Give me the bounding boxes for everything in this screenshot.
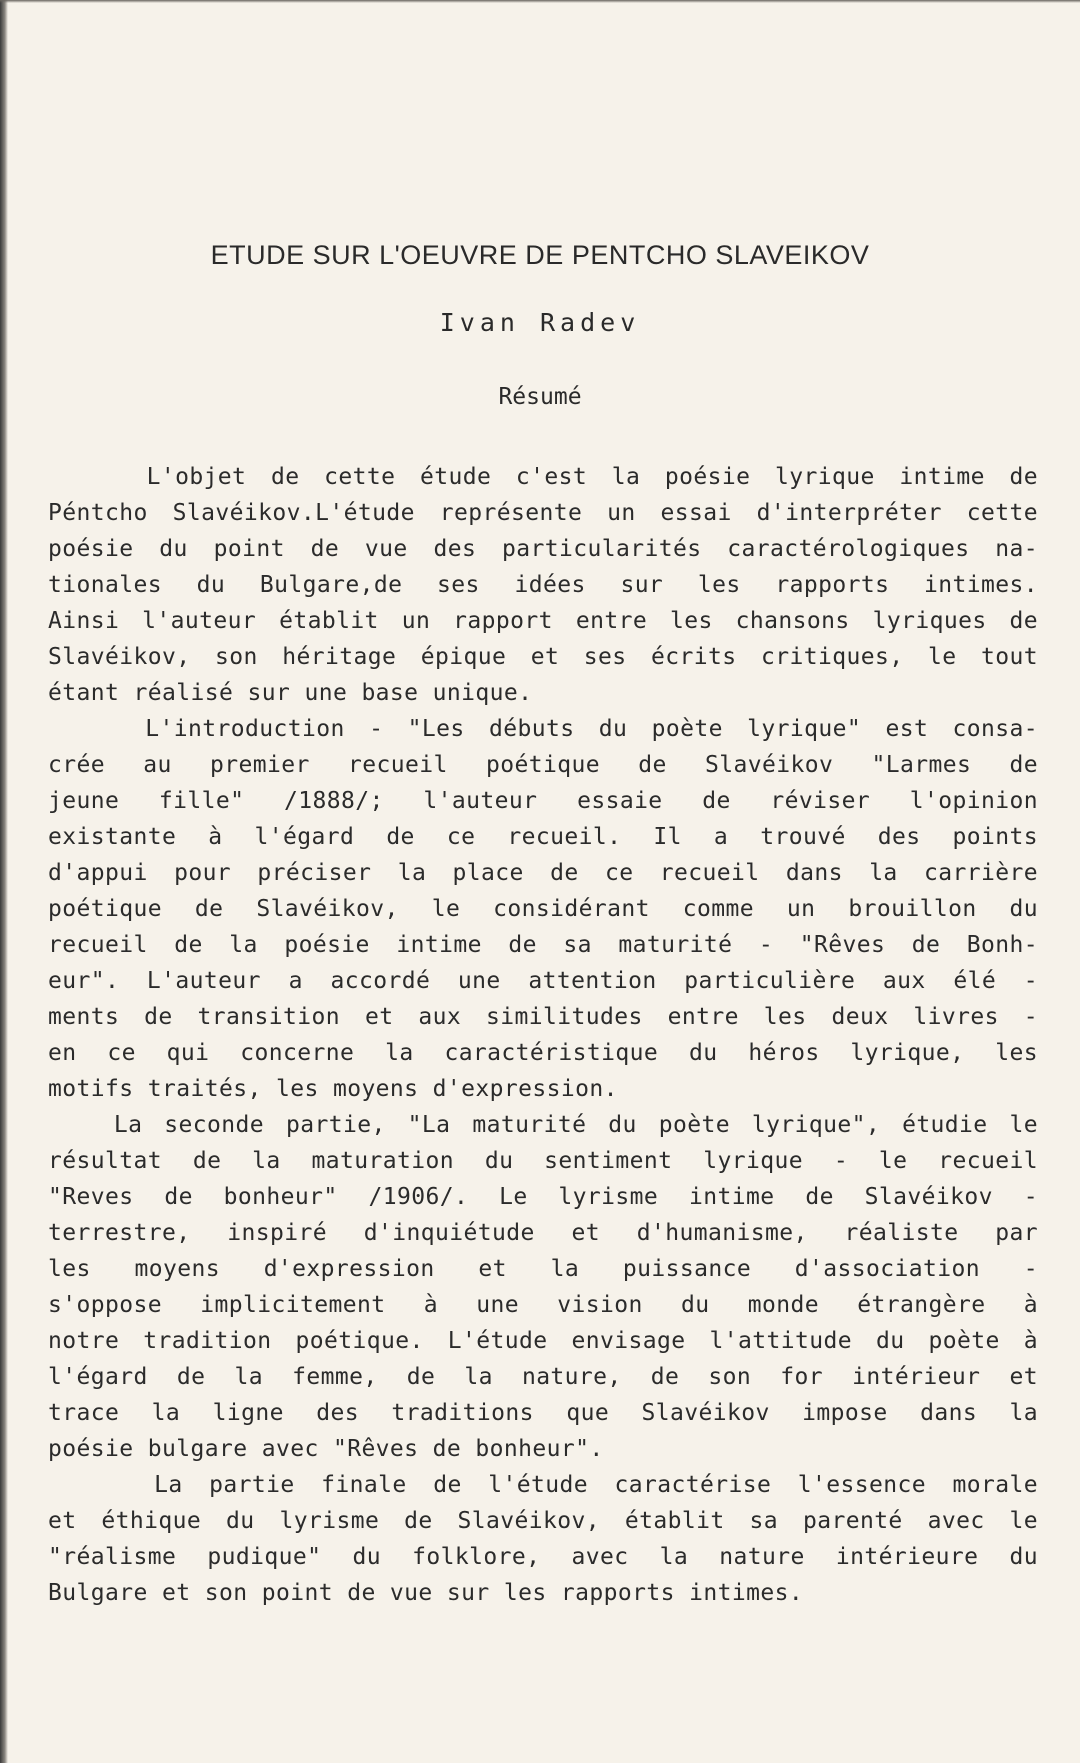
text-line: L'objet de cette étude c'est la poésie lyrique intime de: [48, 464, 1038, 490]
text-line: L'introduction - "Les débuts du poète lyrique" est consa-: [48, 716, 1038, 742]
text-line: jeune fille" /1888/; l'auteur essaie de réviser l'opinion: [48, 788, 1038, 814]
text-line: l'égard de la femme, de la nature, de son for intérieur et: [48, 1364, 1038, 1390]
text-line: eur". L'auteur a accordé une attention particulière aux élé -: [48, 968, 1038, 994]
text-line: "réalisme pudique" du folklore, avec la nature intérieure du: [48, 1544, 1038, 1570]
text-line: poésie bulgare avec "Rêves de bonheur".: [48, 1436, 604, 1462]
text-line: Bulgare et son point de vue sur les rapports intimes.: [48, 1580, 804, 1606]
text-line: résultat de la maturation du sentiment lyrique - le recueil: [48, 1148, 1038, 1174]
author-name: Ivan Radev: [439, 308, 641, 337]
text-line: les moyens d'expression et la puissance d'association -: [48, 1256, 1038, 1282]
text-line: notre tradition poétique. L'étude envisage l'attitude du poète à: [48, 1328, 1038, 1354]
text-line: Slavéikov, son héritage épique et ses écrits critiques, le tout: [48, 644, 1038, 670]
summary-body: [48, 459, 1038, 1611]
text-line: crée au premier recueil poétique de Slavéikov "Larmes de: [48, 752, 1038, 778]
text-line: recueil de la poésie intime de sa maturité - "Rêves de Bonh-: [48, 932, 1038, 958]
text-line: Ainsi l'auteur établit un rapport entre les chansons lyriques de: [48, 608, 1038, 634]
text-line: existante à l'égard de ce recueil. Il a trouvé des points: [48, 824, 1038, 850]
text-line: s'oppose implicitement à une vision du monde étrangère à: [48, 1292, 1038, 1318]
text-line: La seconde partie, "La maturité du poète lyrique", étudie le: [48, 1112, 1038, 1138]
text-line: trace la ligne des traditions que Slavéikov impose dans la: [48, 1400, 1038, 1426]
section-heading: Résumé: [498, 384, 582, 410]
text-line: et éthique du lyrisme de Slavéikov, établit sa parenté avec le: [48, 1508, 1038, 1534]
text-line: "Reves de bonheur" /1906/. Le lyrisme intime de Slavéikov -: [48, 1184, 1038, 1210]
text-line: Péntcho Slavéikov.L'étude représente un essai d'interpréter cette: [48, 500, 1038, 526]
text-line: poétique de Slavéikov, le considérant comme un brouillon du: [48, 896, 1038, 922]
text-line: poésie du point de vue des particularités caractérologiques na-: [48, 536, 1038, 562]
text-line: La partie finale de l'étude caractérise l'essence morale: [48, 1472, 1038, 1498]
text-line: d'appui pour préciser la place de ce recueil dans la carrière: [48, 860, 1038, 886]
text-line: tionales du Bulgare,de ses idées sur les rapports intimes.: [48, 572, 1038, 598]
text-line: ments de transition et aux similitudes entre les deux livres -: [48, 1004, 1038, 1030]
text-line: terrestre, inspiré d'inquiétude et d'humanisme, réaliste par: [48, 1220, 1038, 1246]
text-line: en ce qui concerne la caractéristique du héros lyrique, les: [48, 1040, 1038, 1066]
document-title: ETUDE SUR L'OEUVRE DE PENTCHO SLAVEIKOV: [210, 240, 870, 270]
text-line: étant réalisé sur une base unique.: [48, 680, 533, 706]
text-line: motifs traités, les moyens d'expression.: [48, 1076, 618, 1102]
